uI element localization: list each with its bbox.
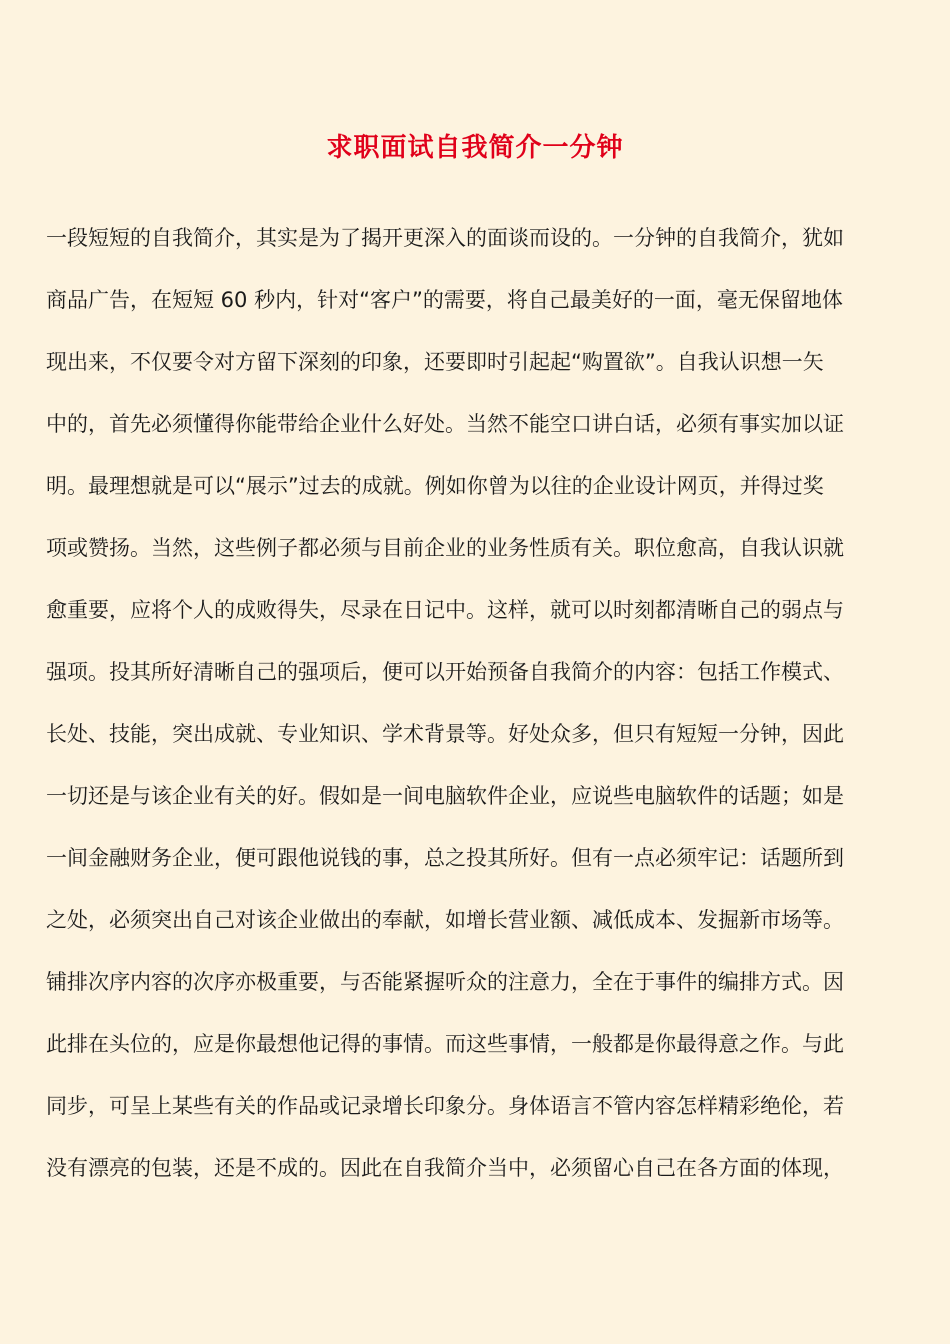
body-line: 商品广告，在短短 60 秒内，针对“客户”的需要，将自己最美好的一面，毫无保留地体 (46, 288, 843, 312)
body-line: 现出来，不仅要令对方留下深刻的印象，还要即时引起起“购置欲”。自我认识想一矢 (46, 350, 824, 374)
body-line: 一段短短的自我简介，其实是为了揭开更深入的面谈而设的。一分钟的自我简介，犹如 (46, 226, 844, 250)
body-line: 愈重要，应将个人的成败得失，尽录在日记中。这样，就可以时刻都清晰自己的弱点与 (46, 598, 844, 622)
body-line: 项或赞扬。当然，这些例子都必须与目前企业的业务性质有关。职位愈高，自我认识就 (46, 536, 844, 560)
body-line: 中的，首先必须懂得你能带给企业什么好处。当然不能空口讲白话，必须有事实加以证 (46, 412, 844, 436)
body-line: 之处，必须突出自己对该企业做出的奉献，如增长营业额、减低成本、发掘新市场等。 (46, 908, 844, 932)
body-line: 一间金融财务企业，便可跟他说钱的事，总之投其所好。但有一点必须牢记：话题所到 (46, 846, 844, 870)
body-line: 没有漂亮的包装，还是不成的。因此在自我简介当中，必须留心自己在各方面的体现， (46, 1156, 844, 1180)
body-line: 明。最理想就是可以“展示”过去的成就。例如你曾为以往的企业设计网页，并得过奖 (46, 474, 824, 498)
body-line: 一切还是与该企业有关的好。假如是一间电脑软件企业，应说些电脑软件的话题；如是 (46, 784, 844, 808)
body-line: 同步，可呈上某些有关的作品或记录增长印象分。身体语言不管内容怎样精彩绝伦，若 (46, 1094, 844, 1118)
body-line: 长处、技能，突出成就、专业知识、学术背景等。好处众多，但只有短短一分钟，因此 (46, 722, 844, 746)
body-line: 此排在头位的，应是你最想他记得的事情。而这些事情，一般都是你最得意之作。与此 (46, 1032, 844, 1056)
body-line: 铺排次序内容的次序亦极重要，与否能紧握听众的注意力，全在于事件的编排方式。因 (46, 970, 844, 994)
document-title: 求职面试自我简介一分钟 (326, 133, 624, 163)
body-line: 强项。投其所好清晰自己的强项后，便可以开始预备自我简介的内容：包括工作模式、 (46, 660, 844, 684)
